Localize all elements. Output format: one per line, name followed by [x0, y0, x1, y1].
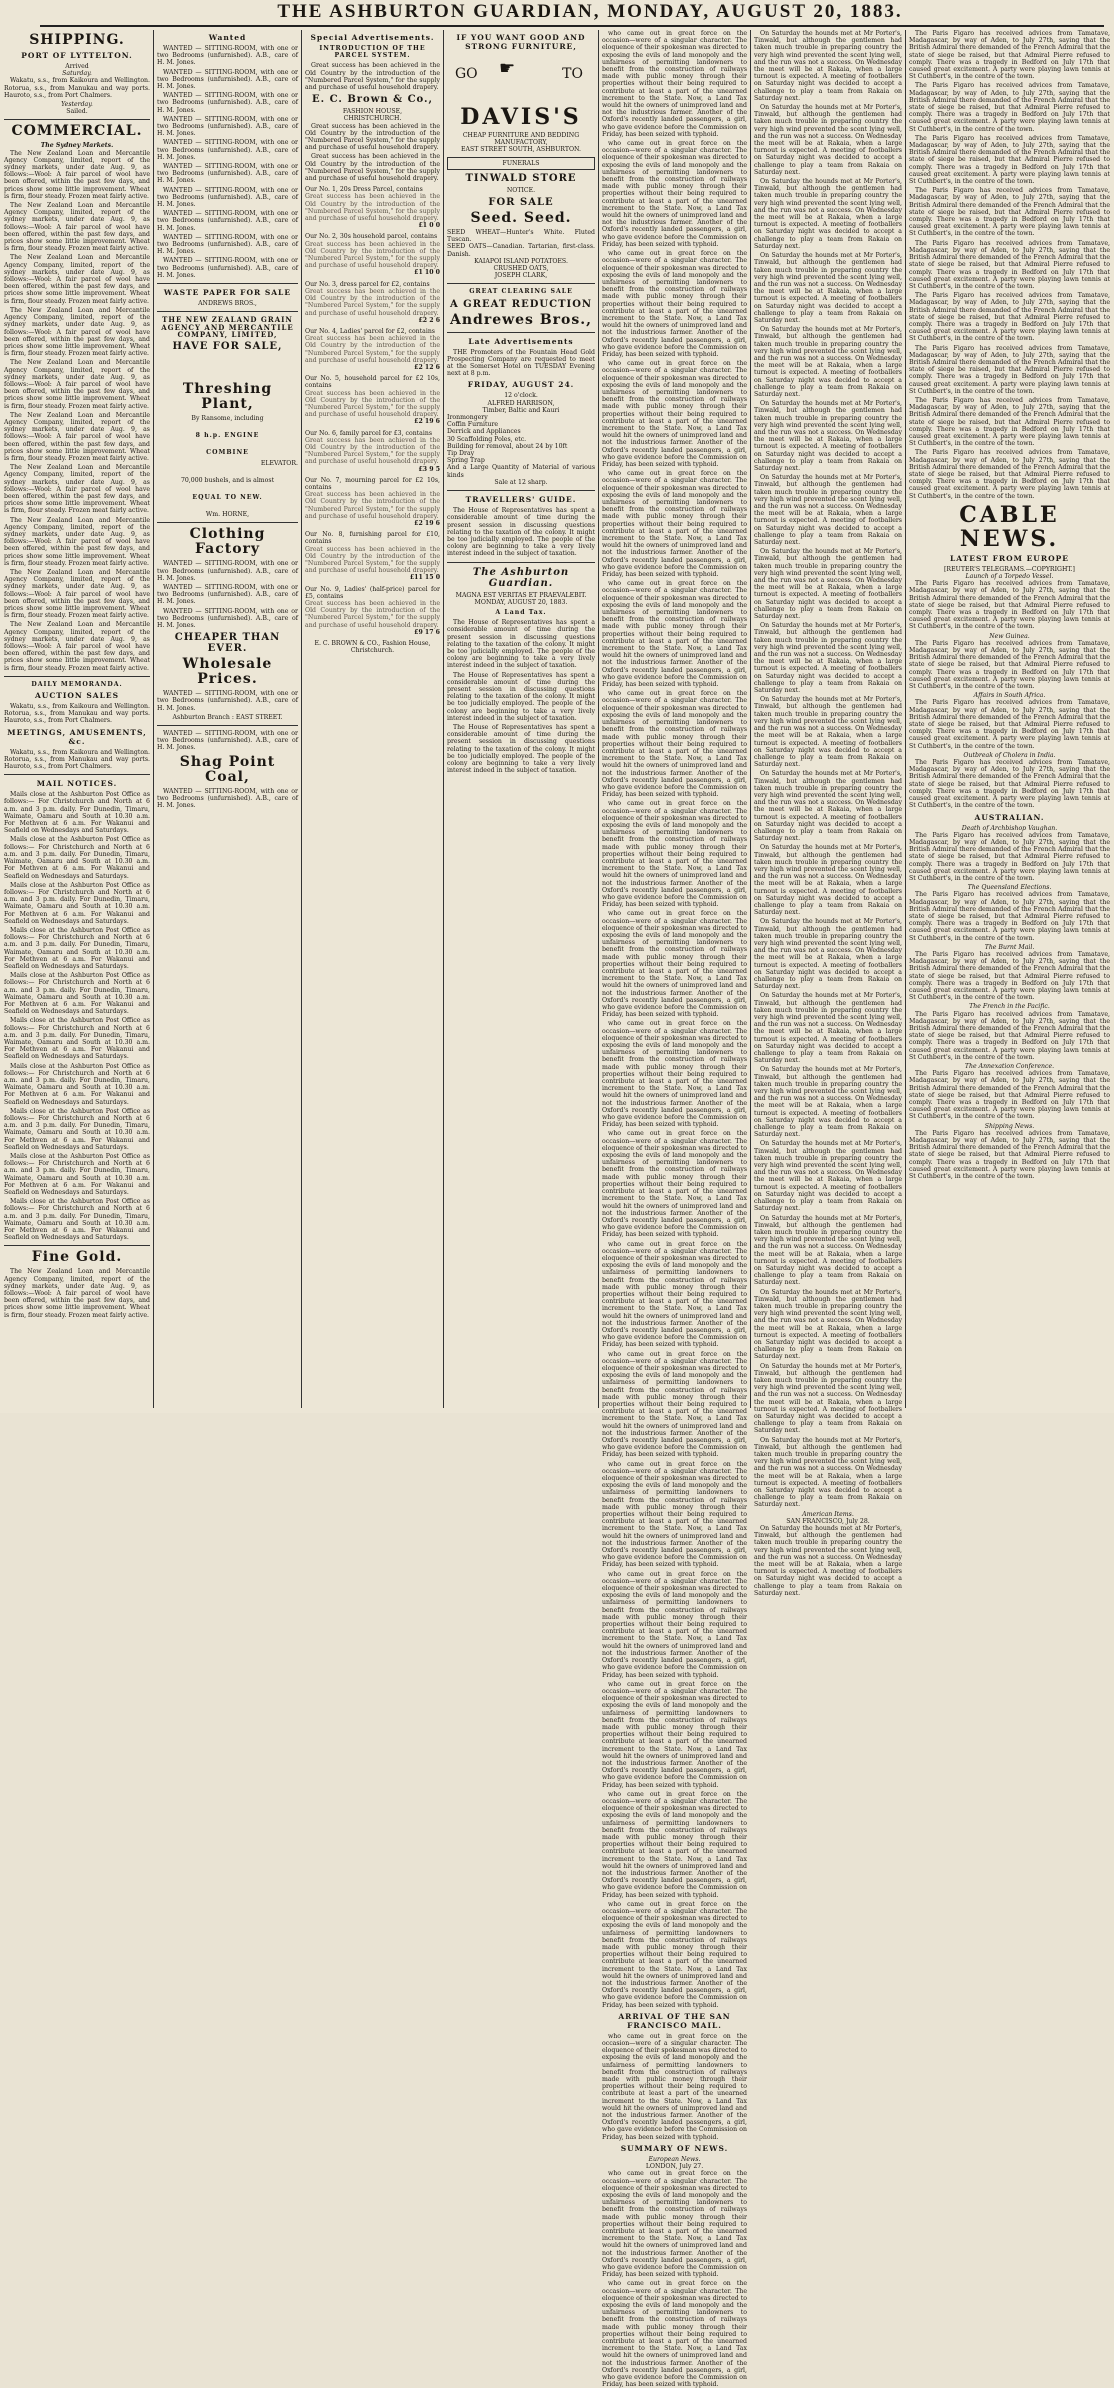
brown-name: E. C. Brown & Co., — [311, 94, 433, 106]
parcel-name: Our No. 4, Ladies' parcel for £2, contains — [305, 327, 435, 335]
joseph-clark: JOSEPH CLARK, — [494, 272, 548, 280]
wanted-ad: WANTED — SITTING-ROOM, with one or two Bedrooms (unfurnished). A.B., care of H. M. Jones. — [157, 210, 298, 232]
commercial-text: The New Zealand Loan and Mercantile Agency Company, limited, report of the sydney markets, under date Aug. 9, as follows:—Wool: A fair parcel of wool have been offered, within the past few days, and prices show some little improvement. Wheat is firm, flour steady. Frozen meat fairly active. — [4, 411, 150, 462]
foreign-text: The Paris Figaro has received advices from Tamatave, Madagascar, by way of Aden, to July 27th, saying that the British Admiral there demanded of the French Admiral that the state of siege be raised, but that Admiral Pierre refused to comply. There was a tragedy in Bedford on July 17th that caused great excitement. A party were playing lawn tennis at St Cuthbert's, in the centre of the town. — [909, 82, 1110, 133]
masthead-rule — [40, 25, 1104, 27]
land-tax-text: The House of Representatives has spent a considerable amount of time during the present session in discussing questions relating to the taxation of the colony. It might be too judicially employed. The people of the colony are beginning to take a very lively interest indeed in the subject of taxation. — [447, 619, 595, 670]
parcel-contents: Great success has been achieved in the Old Country by the introduction of the "Numbered Parcel System," for the supply and purchase of useful household drapery. — [305, 600, 440, 629]
ashburton-branch: Ashburton Branch : EAST STREET. — [172, 713, 283, 721]
wanted-ad: WANTED — SITTING-ROOM, with one or two Bedrooms (unfurnished). A.B., care of H. M. Jones. — [157, 257, 298, 279]
davis-name: DAVIS'S — [460, 104, 582, 130]
mail-text: Mails close at the Ashburton Post Office as follows:— For Christchurch and North at 6 a.m. and 3 p.m. daily. For Dunedin, Timaru, Waimate, Oamaru and South at 10.30 a.m. For Methven at 6 a.m. For Wakanui and Seafield on Wednesdays and Saturdays. — [4, 1198, 150, 1242]
parcel-contents: Great success has been achieved in the Old Country by the introduction of the "Numbered Parcel System," for the supply and purchase of useful household drapery. — [305, 491, 440, 520]
bushels-line: 70,000 bushels, and is almost — [180, 476, 275, 484]
masthead — [40, 0, 1114, 27]
foreign-text: The Paris Figaro has received advices from Tamatave, Madagascar, by way of Aden, to July 27th, saying that the British Admiral there demanded of the French Admiral that the state of siege be raised, but that Admiral Pierre refused to comply. There was a tragedy in Bedford on July 17th that caused great excitement. A party were playing lawn tennis at St Cuthbert's, in the centre of the town. — [909, 639, 1110, 691]
editorial-text: who came out in great force on the occasion—were of a singular character. The eloquence of their spokesman was directed to exposing the evils of land monopoly and the unfairness of permitting landowners to benefit from the construction of railways made with public money through their properties without their being required to contribute at least a part of the unearned increment to the State. Now, a Land Tax would hit the owners of unimproved land and not the industrious farmer. Another of the Oxford's recently landed passengers, a girl, who gave evidence before the Commission on Friday, has been seized with typhoid. — [602, 1020, 747, 1129]
column-5 — [602, 30, 747, 2388]
east-street: EAST STREET SOUTH, ASHBURTON. — [460, 146, 582, 154]
coal-text: WANTED — SITTING-ROOM, with one or two Bedrooms (unfurnished). A.B., care of H. M. Jones. — [157, 729, 298, 752]
meetings-text: Wakatu, s.s., from Kaikoura and Wellington. Rotorua, s.s., from Manukau and way ports. Hauroto, s.s., from Port Chalmers. — [4, 748, 150, 771]
go-label: GO — [455, 66, 478, 82]
parcel-name: Our No. 9, Ladies' (half-price) parcel for £5, contains — [305, 585, 440, 600]
local-news-text: On Saturday the hounds met at Mr Porter's, Tinwald, but although the gentlemen had taken much trouble in preparing country the very high wind prevented the scent lying well, and the run was not a success. On Wednesday the meet will be at Rakaia, when a large turnout is expected. A meeting of footballers on Saturday night was decided to accept a challenge to play a team from Rakaia on Saturday next. — [754, 252, 902, 324]
commercial-text: The New Zealand Loan and Mercantile Agency Company, limited, report of the sydney markets, under date Aug. 9, as follows:—Wool: A fair parcel of wool have been offered, within the past few days, and prices show some little improvement. Wheat is firm, flour steady. Frozen meat fairly active. — [4, 254, 150, 305]
meetings-heading: MEETINGS, AMUSEMENTS, &c. — [7, 727, 147, 746]
sale-item: Ironmongery — [447, 414, 488, 422]
editorial-text: who came out in great force on the occasion—were of a singular character. The eloquence of their spokesman was directed to exposing the evils of land monopoly and the unfairness of permitting landowners to benefit from the construction of railways made with public money through their properties without their being required to contribute at least a part of the unearned increment to the State. Now, a Land Tax would hit the owners of unimproved land and not the industrious farmer. Another of the Oxford's recently landed passengers, a girl, who gave evidence before the Commission on Friday, has been seized with typhoid. — [602, 140, 747, 248]
reuters-line: [REUTER'S TELEGRAMS.—COPYRIGHT.] — [944, 565, 1075, 573]
mail-text: Mails close at the Ashburton Post Office as follows:— For Christchurch and North at 6 a.m. and 3 p.m. daily. For Dunedin, Timaru, Waimate, Oamaru and South at 10.30 a.m. For Methven at 6 a.m. For Wakanui and Seafield on Wednesdays and Saturdays. — [4, 1107, 150, 1151]
andrews-name: ANDREWS BROS., — [198, 300, 257, 308]
column-divider — [598, 30, 599, 1408]
local-news-text: On Saturday the hounds met at Mr Porter's, Tinwald, but although the gentlemen had taken much trouble in preparing country the very high wind prevented the scent lying well, and the run was not a success. On Wednesday the meet will be at Rakaia, when a large turnout is expected. A meeting of footballers on Saturday night was decided to accept a challenge to play a team from Rakaia on Saturday next. — [754, 1362, 902, 1435]
coal-text: WANTED — SITTING-ROOM, with one or two Bedrooms (unfurnished). A.B., care of H. M. Jones. — [157, 787, 298, 809]
column-divider — [301, 30, 302, 1408]
auction-sales-heading: AUCTION SALES — [34, 691, 120, 701]
ransome-line: By Ransome, including — [191, 414, 264, 422]
grain-agency-heading: THE NEW ZEALAND GRAIN AGENCY AND MERCANTILE COMPANY, LIMITED, — [161, 315, 294, 339]
queensland-heading: The Queensland Elections. — [967, 884, 1052, 892]
editorial-text: who came out in great force on the occasion—were of a singular character. The eloquence of their spokesman was directed to exposing the evils of land monopoly and the unfairness of permitting landowners to benefit from the construction of railways made with public money through their properties without their being required to contribute at least a part of the unearned increment to the State. Now, a Land Tax would hit the owners of unimproved land and not the industrious farmer. Another of the Oxford's recently landed passengers, a girl, who gave evidence before the Commission on Friday, has been seized with typhoid. — [602, 1790, 747, 1899]
parcel-entry — [305, 281, 440, 324]
wanted-ad: WANTED — SITTING-ROOM, with one or two Bedrooms (unfurnished). A.B., care of H. M. Jones. — [157, 163, 298, 185]
combine-line: COMBINE — [206, 449, 249, 457]
land-tax-text: The House of Representatives has spent a considerable amount of time during the present session in discussing questions relating to the taxation of the colony. It might be too judicially employed. The people of the colony are beginning to take a very lively interest indeed in the subject of taxation. — [447, 723, 595, 775]
foreign-text: The Paris Figaro has received advices from Tamatave, Madagascar, by way of Aden, to July 27th, saying that the British Admiral there demanded of the French Admiral that the state of siege be raised, but that Admiral Pierre refused to comply. There was a tragedy in Bedford on July 17th that caused great excitement. A party were playing lawn tennis at St Cuthbert's, in the centre of the town. — [909, 344, 1110, 395]
foreign-text: The Paris Figaro has received advices from Tamatave, Madagascar, by way of Aden, to July 27th, saying that the British Admiral there demanded of the French Admiral that the state of siege be raised, but that Admiral Pierre refused to comply. There was a tragedy in Bedford on July 17th that caused great excitement. A party were playing lawn tennis at St Cuthbert's, in the centre of the town. — [909, 1010, 1110, 1061]
foreign-text: The Paris Figaro has received advices from Tamatave, Madagascar, by way of Aden, to July 27th, saying that the British Admiral there demanded of the French Admiral that the state of siege be raised, but that Admiral Pierre refused to comply. There was a tragedy in Bedford on July 17th that caused great excitement. A party were playing lawn tennis at St Cuthbert's, in the centre of the town. — [909, 950, 1110, 1002]
waste-paper-heading: WASTE PAPER FOR SALE — [163, 288, 292, 298]
guardian-nameplate: The Ashburton Guardian. — [472, 566, 570, 589]
parcel-total: £2 2 6 — [418, 316, 440, 324]
yesterday-label: Yesterday. — [61, 101, 93, 109]
burnt-mail-heading: The Burnt Mail. — [984, 943, 1035, 951]
parcel-total: £2 19 6 — [414, 418, 440, 426]
parcel-name: Our No. 1, 20s Dress Parcel, contains — [305, 186, 423, 194]
new-guinea-heading: New Guinea. — [989, 632, 1030, 640]
parcel-name: Our No. 3, dress parcel for £2, contains — [305, 280, 430, 288]
parcel-entry — [305, 186, 440, 229]
local-news-text: On Saturday the hounds met at Mr Porter's, Tinwald, but although the gentlemen had taken much trouble in preparing country the very high wind prevented the scent lying well, and the run was not a success. On Wednesday the meet will be at Rakaia, when a large turnout is expected. A meeting of footballers on Saturday night was decided to accept a challenge to play a team from Rakaia on Saturday next. — [754, 1525, 902, 1597]
parcel-system-heading: INTRODUCTION OF THE PARCEL SYSTEM. — [319, 45, 426, 60]
shipping-news-heading: Shipping News. — [984, 1122, 1035, 1130]
wanted-ad: WANTED — SITTING-ROOM, with one or two Bedrooms (unfurnished). A.B., care of H. M. Jones. — [157, 115, 298, 138]
kaiapoi: KAIAPOI ISLAND POTATOES. — [474, 257, 568, 265]
foreign-text: The Paris Figaro has received advices from Tamatave, Madagascar, by way of Aden, to July 27th, saying that the British Admiral there demanded of the French Admiral that the state of siege be raised, but that Admiral Pierre refused to comply. There was a tragedy in Bedford on July 17th that caused great excitement. A party were playing lawn tennis at St Cuthbert's, in the centre of the town. — [909, 891, 1110, 942]
parcel-total: £3 9 5 — [418, 465, 440, 473]
foreign-text: The Paris Figaro has received advices from Tamatave, Madagascar, by way of Aden, to July 27th, saying that the British Admiral there demanded of the French Admiral that the state of siege be raised, but that Admiral Pierre refused to comply. There was a tragedy in Bedford on July 17th that caused great excitement. A party were playing lawn tennis at St Cuthbert's, in the centre of the town. — [909, 759, 1110, 810]
parcel-entry — [305, 477, 440, 527]
local-news-text: On Saturday the hounds met at Mr Porter's, Tinwald, but although the gentlemen had taken much trouble in preparing country the very high wind prevented the scent lying well, and the run was not a success. On Wednesday the meet will be at Rakaia, when a large turnout is expected. A meeting of footballers on Saturday night was decided to accept a challenge to play a team from Rakaia on Saturday next. — [754, 548, 902, 621]
local-news-text: On Saturday the hounds met at Mr Porter's, Tinwald, but although the gentlemen had taken much trouble in preparing country the very high wind prevented the scent lying well, and the run was not a success. On Wednesday the meet will be at Rakaia, when a large turnout is expected. A meeting of footballers on Saturday night was decided to accept a challenge to play a team from Rakaia on Saturday next. — [754, 1214, 902, 1287]
parcel-total: £2 12 6 — [414, 363, 440, 371]
parcel-name: Our No. 7, mourning parcel for £2 10s, contains — [305, 476, 440, 491]
fine-gold-text: The New Zealand Loan and Mercantile Agency Company, limited, report of the sydney markets, under date Aug. 9, as follows:—Wool: A fair parcel of wool have been offered, within the past few days, and prices show some little improvement. Wheat is firm, flour steady. Frozen meat fairly active. — [4, 1268, 150, 1319]
parcel-total: £9 17 6 — [414, 628, 440, 636]
daily-memoranda-heading: DAILY MEMORANDA. — [31, 680, 123, 688]
arrivals-text: Wakatu, s.s., from Kaikoura and Wellington. Rotorua, s.s., from Manukau and way ports. Hauroto, s.s., from Port Chalmers. — [4, 77, 150, 99]
local-news-text: On Saturday the hounds met at Mr Porter's, Tinwald, but although the gentlemen had taken much trouble in preparing country the very high wind prevented the scent lying well, and the run was not a success. On Wednesday the meet will be at Rakaia, when a large turnout is expected. A meeting of footballers on Saturday night was decided to accept a challenge to play a team from Rakaia on Saturday next. — [754, 696, 902, 769]
european-news: European News. — [648, 2155, 701, 2163]
local-news-text: On Saturday the hounds met at Mr Porter's, Tinwald, but although the gentlemen had taken much trouble in preparing country the very high wind prevented the scent lying well, and the run was not a success. On Wednesday the meet will be at Rakaia, when a large turnout is expected. A meeting of footballers on Saturday night was decided to accept a challenge to play a team from Rakaia on Saturday next. — [754, 474, 902, 547]
commercial-text: The New Zealand Loan and Mercantile Agency Company, limited, report of the sydney markets, under date Aug. 9, as follows:—Wool: A fair parcel of wool have been offered, within the past few days, and prices show some little improvement. Wheat is firm, flour steady. Frozen meat fairly active. — [4, 464, 150, 515]
column-divider — [905, 30, 906, 1408]
local-news-text: On Saturday the hounds met at Mr Porter's, Tinwald, but although the gentlemen had taken much trouble in preparing country the very high wind prevented the scent lying well, and the run was not a success. On Wednesday the meet will be at Rakaia, when a large turnout is expected. A meeting of footballers on Saturday night was decided to accept a challenge to play a team from Rakaia on Saturday next. — [754, 326, 902, 398]
fashion-house: FASHION HOUSE, — [342, 108, 403, 116]
for-sale-heading: FOR SALE — [488, 197, 554, 209]
foreign-text: The Paris Figaro has received advices from Tamatave, Madagascar, by way of Aden, to July 27th, saying that the British Admiral there demanded of the French Admiral that the state of siege be raised, but that Admiral Pierre refused to comply. There was a tragedy in Bedford on July 17th that caused great excitement. A party were playing lawn tennis at St Cuthbert's, in the centre of the town. — [909, 699, 1110, 750]
parcel-contents: Great success has been achieved in the Old Country by the introduction of the "Numbered Parcel System," for the supply and purchase of useful household drapery. — [305, 193, 440, 223]
local-news-text: On Saturday the hounds met at Mr Porter's, Tinwald, but although the gentlemen had taken much trouble in preparing country the very high wind prevented the scent lying well, and the run was not a success. On Wednesday the meet will be at Rakaia, when a large turnout is expected. A meeting of footballers on Saturday night was decided to accept a challenge to play a team from Rakaia on Saturday next. — [754, 1288, 902, 1361]
parcel-intro: Great success has been achieved in the Old Country by the introduction of the "Numbered Parcel System," for the supply and purchase of useful household drapery. — [305, 62, 440, 92]
elevator-line: ELEVATOR. — [260, 459, 298, 467]
commercial-text: The New Zealand Loan and Mercantile Agency Company, limited, report of the sydney markets, under date Aug. 9, as follows:—Wool: A fair parcel of wool have been offered, within the past few days, and prices show some little improvement. Wheat is firm, flour steady. Frozen meat fairly active. — [4, 149, 150, 200]
parcel-name: Our No. 5, household parcel for £2 10s, contains — [305, 375, 440, 390]
crushed-oats: CRUSHED OATS, — [493, 265, 549, 273]
column-divider — [750, 30, 751, 1408]
foreign-text: The Paris Figaro has received advices from Tamatave, Madagascar, by way of Aden, to July 27th, saying that the British Admiral there demanded of the French Admiral that the state of siege be raised, but that Admiral Pierre refused to comply. There was a tragedy in Bedford on July 17th that caused great excitement. A party were playing lawn tennis at St Cuthbert's, in the centre of the town. — [909, 449, 1110, 500]
sale-item: 30 Scaffolding Poles, etc. — [447, 435, 527, 443]
south-africa-heading: Affairs in South Africa. — [973, 692, 1046, 700]
great-clearing-sale: GREAT CLEARING SALE — [469, 288, 573, 296]
saturday-label: Saturday. — [62, 70, 92, 78]
editorial-text: who came out in great force on the occasion—were of a singular character. The eloquence of their spokesman was directed to exposing the evils of land monopoly and the unfairness of permitting landowners to benefit from the construction of railways made with public money through their properties without their being required to contribute at least a part of the unearned increment to the State. Now, a Land Tax would hit the owners of unimproved land and not the industrious farmer. Another of the Oxford's recently landed passengers, a girl, who gave evidence before the Commission on Friday, has been seized with typhoid. — [602, 1350, 747, 1459]
auction-text: Wakatu, s.s., from Kaikoura and Wellington. Rotorua, s.s., from Manukau and way ports. Hauroto, s.s., from Port Chalmers. — [4, 703, 150, 725]
parcel-total: £1 10 0 — [414, 269, 440, 277]
wholesale-heading: Wholesale Prices. — [182, 656, 273, 688]
parcel-entry — [305, 430, 440, 473]
engine-line: 8 h.p. ENGINE — [195, 432, 260, 440]
parcel-list — [305, 186, 440, 636]
foreign-text: The Paris Figaro has received advices from Tamatave, Madagascar, by way of Aden, to July 27th, saying that the British Admiral there demanded of the French Admiral that the state of siege be raised, but that Admiral Pierre refused to comply. There was a tragedy in Bedford on July 17th that caused great excitement. A party were playing lawn tennis at St Cuthbert's, in the centre of the town. — [909, 239, 1110, 290]
parcel-entry — [305, 375, 440, 425]
sf-date: SAN FRANCISCO, July 28. — [786, 1517, 870, 1525]
commercial-heading: COMMERCIAL. — [11, 123, 143, 140]
to-label: TO — [562, 66, 583, 82]
parcel-entry — [305, 586, 440, 636]
cholera-heading: Outbreak of Cholera in India. — [963, 751, 1056, 759]
editorial-text: who came out in great force on the occasion—were of a singular character. The eloquence of their spokesman was directed to exposing the evils of land monopoly and the unfairness of permitting landowners to benefit from the construction of railways made with public money through their properties without their being required to contribute at least a part of the unearned increment to the State. Now, a Land Tax would hit the owners of unimproved land and not the industrious farmer. Another of the Oxford's recently landed passengers, a girl, who gave evidence before the Commission on Friday, has been seized with typhoid. — [602, 910, 747, 1019]
go-to-hand-graphic — [447, 55, 595, 101]
editorial-text: who came out in great force on the occasion—were of a singular character. The eloquence of their spokesman was directed to exposing the evils of land monopoly and the unfairness of permitting landowners to benefit from the construction of railways made with public money through their properties without their being required to contribute at least a part of the unearned increment to the State. Now, a Land Tax would hit the owners of unimproved land and not the industrious farmer. Another of the Oxford's recently landed passengers, a girl, who gave evidence before the Commission on Friday, has been seized with typhoid. — [602, 470, 747, 579]
column-3 — [305, 30, 440, 1408]
masthead-title: THE ASHBURTON GUARDIAN, MONDAY, AUGUST 20, 1883. — [277, 1, 903, 22]
furniture-heading: IF YOU WANT GOOD AND STRONG FURNITURE, — [456, 33, 586, 51]
sale-item: Coffin Furniture — [447, 421, 499, 429]
parcel-total: £2 19 6 — [414, 519, 440, 527]
local-news-text: On Saturday the hounds met at Mr Porter's, Tinwald, but although the gentlemen had taken much trouble in preparing country the very high wind prevented the scent lying well, and the run was not a success. On Wednesday the meet will be at Rakaia, when a large turnout is expected. A meeting of footballers on Saturday night was decided to accept a challenge to play a team from Rakaia on Saturday next. — [754, 104, 902, 176]
parcel-name: Our No. 8, furnishing parcel for £10, contains — [305, 531, 440, 546]
summary-heading: SUMMARY OF NEWS. — [620, 2143, 729, 2153]
sale-item: And a Large Quantity of Material of various kinds — [447, 464, 595, 479]
local-news-text: On Saturday the hounds met at Mr Porter's, Tinwald, but although the gentlemen had taken much trouble in preparing country the very high wind prevented the scent lying well, and the run was not a success. On Wednesday the meet will be at Rakaia, when a large turnout is expected. A meeting of footballers on Saturday night was decided to accept a challenge to play a team from Rakaia on Saturday next. — [754, 992, 902, 1065]
local-news-text: On Saturday the hounds met at Mr Porter's, Tinwald, but although the gentlemen had taken much trouble in preparing country the very high wind prevented the scent lying well, and the run was not a success. On Wednesday the meet will be at Rakaia, when a large turnout is expected. A meeting of footballers on Saturday night was decided to accept a challenge to play a team from Rakaia on Saturday next. — [754, 1140, 902, 1213]
have-for-sale: HAVE FOR SALE, — [172, 340, 283, 352]
wanted-ad: WANTED — SITTING-ROOM, with one or two Bedrooms (unfurnished). A.B., care of H. M. Jones. — [157, 68, 298, 91]
parcel-entry — [305, 328, 440, 371]
brown-signoff: E. C. BROWN & CO., Fashion House, Christchurch. — [314, 640, 431, 655]
arrived-label: Arrived — [65, 63, 89, 70]
mail-text: Mails close at the Ashburton Post Office as follows:— For Christchurch and North at 6 a.m. and 3 p.m. daily. For Dunedin, Timaru, Waimate, Oamaru and South at 10.30 a.m. For Methven at 6 a.m. For Wakanui and Seafield on Wednesdays and Saturdays. — [4, 881, 150, 925]
editorial-text: who came out in great force on the occasion—were of a singular character. The eloquence of their spokesman was directed to exposing the evils of land monopoly and the unfairness of permitting landowners to benefit from the construction of railways made with public money through their properties without their being required to contribute at least a part of the unearned increment to the State. Now, a Land Tax would hit the owners of unimproved land and not the industrious farmer. Another of the Oxford's recently landed passengers, a girl, who gave evidence before the Commission on Friday, has been seized with typhoid. — [602, 360, 747, 468]
mail-text: Mails close at the Ashburton Post Office as follows:— For Christchurch and North at 6 a.m. and 3 p.m. daily. For Dunedin, Timaru, Waimate, Oamaru and South at 10.30 a.m. For Methven at 6 a.m. For Wakanui and Seafield on Wednesdays and Saturdays. — [4, 926, 150, 970]
parcel-contents: Great success has been achieved in the Old Country by the introduction of the "Numbered Parcel System," for the supply and purchase of useful household drapery. — [305, 436, 440, 466]
local-news-text: On Saturday the hounds met at Mr Porter's, Tinwald, but although the gentlemen had taken much trouble in preparing country the very high wind prevented the scent lying well, and the run was not a success. On Wednesday the meet will be at Rakaia, when a large turnout is expected. A meeting of footballers on Saturday night was decided to accept a challenge to play a team from Rakaia on Saturday next. — [754, 30, 902, 102]
editorial-text: who came out in great force on the occasion—were of a singular character. The eloquence of their spokesman was directed to exposing the evils of land monopoly and the unfairness of permitting landowners to benefit from the construction of railways made with public money through their properties without their being required to contribute at least a part of the unearned increment to the State. Now, a Land Tax would hit the owners of unimproved land and not the industrious farmer. Another of the Oxford's recently landed passengers, a girl, who gave evidence before the Commission on Friday, has been seized with typhoid. — [602, 250, 747, 358]
cheaper-than-ever: CHEAPER THAN EVER. — [174, 632, 281, 655]
editorial-text: who came out in great force on the occasion—were of a singular character. The eloquence of their spokesman was directed to exposing the evils of land monopoly and the unfairness of permitting landowners to benefit from the construction of railways made with public money through their properties without their being required to contribute at least a part of the unearned increment to the State. Now, a Land Tax would hit the owners of unimproved land and not the industrious farmer. Another of the Oxford's recently landed passengers, a girl, who gave evidence before the Commission on Friday, has been seized with typhoid. — [602, 2032, 747, 2141]
travellers-text: The House of Representatives has spent a considerable amount of time during the present session in discussing questions relating to the taxation of the colony. It might be too judicially employed. The people of the colony are beginning to take a very lively interest indeed in the subject of taxation. — [447, 507, 595, 558]
foreign-text: The Paris Figaro has received advices from Tamatave, Madagascar, by way of Aden, to July 27th, saying that the British Admiral there demanded of the French Admiral that the state of siege be raised, but that Admiral Pierre refused to comply. There was a tragedy in Bedford on July 17th that caused great excitement. A party were playing lawn tennis at St Cuthbert's, in the centre of the town. — [909, 1129, 1110, 1181]
local-news-text: On Saturday the hounds met at Mr Porter's, Tinwald, but although the gentlemen had taken much trouble in preparing country the very high wind prevented the scent lying well, and the run was not a success. On Wednesday the meet will be at Rakaia, when a large turnout is expected. A meeting of footballers on Saturday night was decided to accept a challenge to play a team from Rakaia on Saturday next. — [754, 1436, 902, 1509]
wanted-ad: WANTED — SITTING-ROOM, with one or two Bedrooms (unfurnished). A.B., care of H. M. Jones. — [157, 45, 298, 67]
editorial-text: who came out in great force on the occasion—were of a singular character. The eloquence of their spokesman was directed to exposing the evils of land monopoly and the unfairness of permitting landowners to benefit from the construction of railways made with public money through their properties without their being required to contribute at least a part of the unearned increment to the State. Now, a Land Tax would hit the owners of unimproved land and not the industrious farmer. Another of the Oxford's recently landed passengers, a girl, who gave evidence before the Commission on Friday, has been seized with typhoid. — [602, 1460, 747, 1569]
column-2 — [157, 30, 298, 1408]
local-news-text: On Saturday the hounds met at Mr Porter's, Tinwald, but although the gentlemen had taken much trouble in preparing country the very high wind prevented the scent lying well, and the run was not a success. On Wednesday the meet will be at Rakaia, when a large turnout is expected. A meeting of footballers on Saturday night was decided to accept a challenge to play a team from Rakaia on Saturday next. — [754, 918, 902, 991]
parcel-contents: Great success has been achieved in the Old Country by the introduction of the "Numbered Parcel System," for the supply and purchase of useful household drapery. — [305, 287, 440, 317]
foreign-text: The Paris Figaro has received advices from Tamatave, Madagascar, by way of Aden, to July 27th, saying that the British Admiral there demanded of the French Admiral that the state of siege be raised, but that Admiral Pierre refused to comply. There was a tragedy in Bedford on July 17th that caused great excitement. A party were playing lawn tennis at St Cuthbert's, in the centre of the town. — [909, 396, 1110, 448]
sale-item: Derrick and Appliances — [447, 428, 521, 436]
editorial-text: who came out in great force on the occasion—were of a singular character. The eloquence of their spokesman was directed to exposing the evils of land monopoly and the unfairness of permitting landowners to benefit from the construction of railways made with public money through their properties without their being required to contribute at least a part of the unearned increment to the State. Now, a Land Tax would hit the owners of unimproved land and not the industrious farmer. Another of the Oxford's recently landed passengers, a girl, who gave evidence before the Commission on Friday, has been seized with typhoid. — [602, 1240, 747, 1349]
editorial-text: who came out in great force on the occasion—were of a singular character. The eloquence of their spokesman was directed to exposing the evils of land monopoly and the unfairness of permitting landowners to benefit from the construction of railways made with public money through their properties without their being required to contribute at least a part of the unearned increment to the State. Now, a Land Tax would hit the owners of unimproved land and not the industrious farmer. Another of the Oxford's recently landed passengers, a girl, who gave evidence before the Commission on Friday, has been seized with typhoid. — [602, 1130, 747, 1239]
commercial-text: The New Zealand Loan and Mercantile Agency Company, limited, report of the sydney markets, under date Aug. 9, as follows:—Wool: A fair parcel of wool have been offered, within the past few days, and prices show some little improvement. Wheat is firm, flour steady. Frozen meat fairly active. — [4, 359, 150, 410]
local-news-text: On Saturday the hounds met at Mr Porter's, Tinwald, but although the gentlemen had taken much trouble in preparing country the very high wind prevented the scent lying well, and the run was not a success. On Wednesday the meet will be at Rakaia, when a large turnout is expected. A meeting of footballers on Saturday night was decided to accept a challenge to play a team from Rakaia on Saturday next. — [754, 622, 902, 695]
seed-oats: SEED OATS—Canadian. Tartarian, first-class. Danish. — [447, 243, 595, 258]
threshing-plant-heading: Threshing Plant, — [182, 380, 273, 412]
land-tax-text: The House of Representatives has spent a considerable amount of time during the present session in discussing questions relating to the taxation of the colony. It might be too judicially employed. The people of the colony are beginning to take a very lively interest indeed in the subject of taxation. — [447, 671, 595, 722]
motto: MAGNA EST VERITAS ET PRAEVALEBIT. — [455, 591, 587, 599]
friday-date: FRIDAY, AUGUST 24. — [467, 380, 575, 390]
issue-date: MONDAY, AUGUST 20, 1883. — [474, 598, 568, 606]
commercial-text: The New Zealand Loan and Mercantile Agency Company, limited, report of the sydney markets, under date Aug. 9, as follows:—Wool: A fair parcel of wool have been offered, within the past few days, and prices show some little improvement. Wheat is firm, flour steady. Frozen meat fairly active. — [4, 516, 150, 567]
tinwald-heading: TINWALD STORE — [465, 172, 577, 184]
editorial-text: who came out in great force on the occasion—were of a singular character. The eloquence of their spokesman was directed to exposing the evils of land monopoly and the unfairness of permitting landowners to benefit from the construction of railways made with public money through their properties without their being required to contribute at least a part of the unearned increment to the State. Now, a Land Tax would hit the owners of unimproved land and not the industrious farmer. Another of the Oxford's recently landed passengers, a girl, who gave evidence before the Commission on Friday, has been seized with typhoid. — [602, 1680, 747, 1789]
parcel-total: £11 15 0 — [409, 574, 440, 582]
cheap-furniture: CHEAP FURNITURE AND BEDDING MANUFACTORY, — [462, 132, 580, 147]
sale-item: Spring Trap — [447, 457, 485, 465]
column-6 — [754, 30, 902, 1597]
torpedo-heading: Launch of a Torpedo Vessel. — [965, 573, 1054, 580]
funerals-label: FUNERALS — [502, 159, 540, 167]
shag-point-heading: Shag Point Coal, — [179, 753, 276, 785]
sydney-heading: The Sydney Markets. — [40, 142, 114, 150]
cable-news-heading: CABLE NEWS. — [959, 501, 1060, 552]
local-news-text: On Saturday the hounds met at Mr Porter's, Tinwald, but although the gentlemen had taken much trouble in preparing country the very high wind prevented the scent lying well, and the run was not a success. On Wednesday the meet will be at Rakaia, when a large turnout is expected. A meeting of footballers on Saturday night was decided to accept a challenge to play a team from Rakaia on Saturday next. — [754, 844, 902, 917]
editorial-text: who came out in great force on the occasion—were of a singular character. The eloquence of their spokesman was directed to exposing the evils of land monopoly and the unfairness of permitting landowners to benefit from the construction of railways made with public money through their properties without their being required to contribute at least a part of the unearned increment to the State. Now, a Land Tax would hit the owners of unimproved land and not the industrious farmer. Another of the Oxford's recently landed passengers, a girl, who gave evidence before the Commission on Friday, has been seized with typhoid. — [602, 2280, 747, 2388]
alfred-harrison: ALFRED HARRISON, — [487, 399, 555, 407]
sale-item: Building for removal, about 24 by 10ft — [447, 442, 568, 450]
commercial-text: The New Zealand Loan and Mercantile Agency Company, limited, report of the sydney markets, under date Aug. 9, as follows:—Wool: A fair parcel of wool have been offered, within the past few days, and prices show some little improvement. Wheat is firm, flour steady. Frozen meat fairly active. — [4, 621, 150, 672]
late-ads-heading: Late Advertisements — [468, 336, 574, 346]
clothing-text: WANTED — SITTING-ROOM, with one or two Bedrooms (unfurnished). A.B., care of H. M. Jones. — [157, 583, 298, 606]
parcel-entry — [305, 233, 440, 276]
column-divider — [153, 30, 154, 1408]
annexation-heading: The Annexation Conference. — [964, 1063, 1055, 1070]
christchurch: CHRISTCHURCH. — [343, 115, 402, 123]
noon-label: 12 o'clock. — [504, 392, 538, 400]
mail-text: Mails close at the Ashburton Post Office as follows:— For Christchurch and North at 6 a.m. and 3 p.m. daily. For Dunedin, Timaru, Waimate, Oamaru and South at 10.30 a.m. For Methven at 6 a.m. For Wakanui and Seafield on Wednesdays and Saturdays. — [4, 791, 150, 835]
horne-name: Wm. HORNE, — [205, 511, 250, 519]
parcel-intro: Great success has been achieved in the Old Country by the introduction of the "Numbered Parcel System," for the supply and purchase of useful household drapery. — [305, 122, 440, 152]
clothing-text: WANTED — SITTING-ROOM, with one or two Bedrooms (unfurnished). A.B., care of H. M. Jones. — [157, 560, 298, 582]
sale-items — [447, 414, 595, 479]
equal-to-new: EQUAL TO NEW. — [192, 493, 263, 501]
australian-heading: AUSTRALIAN. — [974, 812, 1045, 822]
editorial-text: who came out in great force on the occasion—were of a singular character. The eloquence of their spokesman was directed to exposing the evils of land monopoly and the unfairness of permitting landowners to benefit from the construction of railways made with public money through their properties without their being required to contribute at least a part of the unearned increment to the State. Now, a Land Tax would hit the owners of unimproved land and not the industrious farmer. Another of the Oxford's recently landed passengers, a girl, who gave evidence before the Commission on Friday, has been seized with typhoid. — [602, 1570, 747, 1679]
sale-item: Tip Dray — [447, 450, 475, 458]
editorial-text: who came out in great force on the occasion—were of a singular character. The eloquence of their spokesman was directed to exposing the evils of land monopoly and the unfairness of permitting landowners to benefit from the construction of railways made with public money through their properties without their being required to contribute at least a part of the unearned increment to the State. Now, a Land Tax would hit the owners of unimproved land and not the industrious farmer. Another of the Oxford's recently landed passengers, a girl, who gave evidence before the Commission on Friday, has been seized with typhoid. — [602, 30, 747, 138]
notice-label: NOTICE. — [506, 186, 536, 194]
andrewes-bros: Andrewes Bros., — [449, 311, 592, 328]
local-news-text: On Saturday the hounds met at Mr Porter's, Tinwald, but although the gentlemen had taken much trouble in preparing country the very high wind prevented the scent lying well, and the run was not a success. On Wednesday the meet will be at Rakaia, when a large turnout is expected. A meeting of footballers on Saturday night was decided to accept a challenge to play a team from Rakaia on Saturday next. — [754, 400, 902, 472]
editorial-text: who came out in great force on the occasion—were of a singular character. The eloquence of their spokesman was directed to exposing the evils of land monopoly and the unfairness of permitting landowners to benefit from the construction of railways made with public money through their properties without their being required to contribute at least a part of the unearned increment to the State. Now, a Land Tax would hit the owners of unimproved land and not the industrious farmer. Another of the Oxford's recently landed passengers, a girl, who gave evidence before the Commission on Friday, has been seized with typhoid. — [602, 580, 747, 689]
travellers-guide: TRAVELLERS' GUIDE. — [465, 495, 577, 505]
mail-text: Mails close at the Ashburton Post Office as follows:— For Christchurch and North at 6 a.m. and 3 p.m. daily. For Dunedin, Timaru, Waimate, Oamaru and South at 10.30 a.m. For Methven at 6 a.m. For Wakanui and Seafield on Wednesdays and Saturdays. — [4, 972, 150, 1016]
seed-heading: Seed. Seed. — [470, 210, 572, 227]
mail-notices-heading: MAIL NOTICES. — [36, 779, 118, 789]
parcel-name: Our No. 2, 30s household parcel, contains — [305, 233, 438, 241]
parcel-name: Our No. 6, family parcel for £3, contains — [305, 429, 433, 437]
fountain-notice: THE Promoters of the Fountain Head Gold Prospecting Company are requested to meet at the Somerset Hotel on TUESDAY Evening next at 8 p.m. — [447, 348, 595, 378]
editorial-text: who came out in great force on the occasion—were of a singular character. The eloquence of their spokesman was directed to exposing the evils of land monopoly and the unfairness of permitting landowners to benefit from the construction of railways made with public money through their properties without their being required to contribute at least a part of the unearned increment to the State. Now, a Land Tax would hit the owners of unimproved land and not the industrious farmer. Another of the Oxford's recently landed passengers, a girl, who gave evidence before the Commission on Friday, has been seized with typhoid. — [602, 1900, 747, 2009]
wanted-heading: Wanted — [208, 33, 247, 42]
wanted-ad: WANTED — SITTING-ROOM, with one or two Bedrooms (unfurnished). A.B., care of H. M. Jones. — [157, 186, 298, 209]
parcel-contents: Great success has been achieved in the Old Country by the introduction of the "Numbered Parcel System," for the supply and purchase of useful household drapery. — [305, 240, 440, 270]
editorial-text: who came out in great force on the occasion—were of a singular character. The eloquence of their spokesman was directed to exposing the evils of land monopoly and the unfairness of permitting landowners to benefit from the construction of railways made with public money through their properties without their being required to contribute at least a part of the unearned increment to the State. Now, a Land Tax would hit the owners of unimproved land and not the industrious farmer. Another of the Oxford's recently landed passengers, a girl, who gave evidence before the Commission on Friday, has been seized with typhoid. — [602, 690, 747, 799]
foreign-text: The Paris Figaro has received advices from Tamatave, Madagascar, by way of Aden, to July 27th, saying that the British Admiral there demanded of the French Admiral that the state of siege be raised, but that Admiral Pierre refused to comply. There was a tragedy in Bedford on July 17th that caused great excitement. A party were playing lawn tennis at St Cuthbert's, in the centre of the town. — [909, 831, 1110, 882]
editorial-text: who came out in great force on the occasion—were of a singular character. The eloquence of their spokesman was directed to exposing the evils of land monopoly and the unfairness of permitting landowners to benefit from the construction of railways made with public money through their properties without their being required to contribute at least a part of the unearned increment to the State. Now, a Land Tax would hit the owners of unimproved land and not the industrious farmer. Another of the Oxford's recently landed passengers, a girl, who gave evidence before the Commission on Friday, has been seized with typhoid. — [602, 800, 747, 909]
wanted-ad: WANTED — SITTING-ROOM, with one or two Bedrooms (unfurnished). A.B., care of H. M. Jones. — [157, 92, 298, 114]
mail-text: Mails close at the Ashburton Post Office as follows:— For Christchurch and North at 6 a.m. and 3 p.m. daily. For Dunedin, Timaru, Waimate, Oamaru and South at 10.30 a.m. For Methven at 6 a.m. For Wakanui and Seafield on Wednesdays and Saturdays. — [4, 1062, 150, 1106]
parcel-intro: Great success has been achieved in the Old Country by the introduction of the "Numbered Parcel System," for the supply and purchase of useful household drapery. — [305, 153, 440, 183]
wanted-ad: WANTED — SITTING-ROOM, with one or two Bedrooms (unfurnished). A.B., care of H. M. Jones. — [157, 139, 298, 161]
parcel-entry — [305, 531, 440, 581]
great-reduction: A GREAT REDUCTION — [449, 298, 593, 310]
parcel-contents: Great success has been achieved in the Old Country by the introduction of the "Numbered Parcel System," for the supply and purchase of useful household drapery. — [305, 335, 440, 364]
shipping-heading: SHIPPING. — [29, 32, 125, 48]
funerals-box — [447, 157, 595, 170]
parcel-contents: Great success has been achieved in the Old Country by the introduction of the "Numbered Parcel System," for the supply and purchase of useful household drapery. — [305, 545, 440, 575]
foreign-text: The Paris Figaro has received advices from Tamatave, Madagascar, by way of Aden, to July 27th, saying that the British Admiral there demanded of the French Admiral that the state of siege be raised, but that Admiral Pierre refused to comply. There was a tragedy in Bedford on July 17th that caused great excitement. A party were playing lawn tennis at St Cuthbert's, in the centre of the town. — [909, 580, 1110, 631]
pointing-hand-icon: ☛ — [499, 58, 516, 79]
clothing-text: WANTED — SITTING-ROOM, with one or two Bedrooms (unfurnished). A.B., care of H. M. Jones. — [157, 690, 298, 712]
land-tax-heading: A Land Tax. — [495, 608, 547, 616]
foreign-text: The Paris Figaro has received advices from Tamatave, Madagascar, by way of Aden, to July 27th, saying that the British Admiral there demanded of the French Admiral that the state of siege be raised, but that Admiral Pierre refused to comply. There was a tragedy in Bedford on July 17th that caused great excitement. A party were playing lawn tennis at St Cuthbert's, in the centre of the town. — [909, 134, 1110, 186]
local-news-text: On Saturday the hounds met at Mr Porter's, Tinwald, but although the gentlemen had taken much trouble in preparing country the very high wind prevented the scent lying well, and the run was not a success. On Wednesday the meet will be at Rakaia, when a large turnout is expected. A meeting of footballers on Saturday night was decided to accept a challenge to play a team from Rakaia on Saturday next. — [754, 178, 902, 250]
clothing-text: WANTED — SITTING-ROOM, with one or two Bedrooms (unfurnished). A.B., care of H. M. Jones. — [157, 607, 298, 629]
parcel-total: £1 0 0 — [418, 222, 440, 230]
seed-wheat: SEED WHEAT—Hunter's White. Fluted Tuscan. — [447, 229, 595, 244]
special-ads-heading: Special Advertisements. — [310, 33, 435, 42]
latest-europe: LATEST FROM EUROPE — [950, 553, 1069, 563]
parcel-contents: Great success has been achieved in the Old Country by the introduction of the "Numbered Parcel System," for the supply and purchase of useful household drapery. — [305, 389, 440, 419]
column-divider — [443, 30, 444, 1408]
commercial-text: The New Zealand Loan and Mercantile Agency Company, limited, report of the sydney markets, under date Aug. 9, as follows:—Wool: A fair parcel of wool have been offered, within the past few days, and prices show some little improvement. Wheat is firm, flour steady. Frozen meat fairly active. — [4, 202, 150, 253]
column-4 — [447, 30, 595, 1408]
fine-gold-heading: Fine Gold. — [31, 1249, 123, 1266]
clothing-factory-heading: Clothing Factory — [189, 526, 266, 558]
timber-label: Timber, Baltic and Kauri — [482, 406, 560, 414]
mail-text: Mails close at the Ashburton Post Office as follows:— For Christchurch and North at 6 a.m. and 3 p.m. daily. For Dunedin, Timaru, Waimate, Oamaru and South at 10.30 a.m. For Methven at 6 a.m. For Wakanui and Seafield on Wednesdays and Saturdays. — [4, 836, 150, 880]
wanted-ad: WANTED — SITTING-ROOM, with one or two Bedrooms (unfurnished). A.B., care of H. M. Jones. — [157, 233, 298, 256]
american-items: American Items. — [802, 1510, 854, 1518]
archbishop-heading: Death of Archbishop Vaughan. — [961, 824, 1058, 832]
foreign-text: The Paris Figaro has received advices from Tamatave, Madagascar, by way of Aden, to July 27th, saying that the British Admiral there demanded of the French Admiral that the state of siege be raised, but that Admiral Pierre refused to comply. There was a tragedy in Bedford on July 17th that caused great excitement. A party were playing lawn tennis at St Cuthbert's, in the centre of the town. — [909, 1070, 1110, 1121]
commercial-text: The New Zealand Loan and Mercantile Agency Company, limited, report of the sydney markets, under date Aug. 9, as follows:—Wool: A fair parcel of wool have been offered, within the past few days, and prices show some little improvement. Wheat is firm, flour steady. Frozen meat fairly active. — [4, 569, 150, 620]
mail-text: Mails close at the Ashburton Post Office as follows:— For Christchurch and North at 6 a.m. and 3 p.m. daily. For Dunedin, Timaru, Waimate, Oamaru and South at 10.30 a.m. For Methven at 6 a.m. For Wakanui and Seafield on Wednesdays and Saturdays. — [4, 1017, 150, 1061]
sailed-label: Sailed. — [66, 108, 88, 116]
sf-mail-heading: ARRIVAL OF THE SAN FRANCISCO MAIL. — [618, 2011, 731, 2030]
foreign-text: The Paris Figaro has received advices from Tamatave, Madagascar, by way of Aden, to July 27th, saying that the British Admiral there demanded of the French Admiral that the state of siege be raised, but that Admiral Pierre refused to comply. There was a tragedy in Bedford on July 17th that caused great excitement. A party were playing lawn tennis at St Cuthbert's, in the centre of the town. — [909, 187, 1110, 238]
sale-time: Sale at 12 sharp. — [494, 478, 548, 486]
editorial-text: who came out in great force on the occasion—were of a singular character. The eloquence of their spokesman was directed to exposing the evils of land monopoly and the unfairness of permitting landowners to benefit from the construction of railways made with public money through their properties without their being required to contribute at least a part of the unearned increment to the State. Now, a Land Tax would hit the owners of unimproved land and not the industrious farmer. Another of the Oxford's recently landed passengers, a girl, who gave evidence before the Commission on Friday, has been seized with typhoid. — [602, 2170, 747, 2279]
london-date: LONDON, July 27. — [645, 2163, 704, 2171]
column-1 — [4, 30, 150, 1408]
mail-text: Mails close at the Ashburton Post Office as follows:— For Christchurch and North at 6 a.m. and 3 p.m. daily. For Dunedin, Timaru, Waimate, Oamaru and South at 10.30 a.m. For Methven at 6 a.m. For Wakanui and Seafield on Wednesdays and Saturdays. — [4, 1153, 150, 1197]
commercial-text: The New Zealand Loan and Mercantile Agency Company, limited, report of the sydney markets, under date Aug. 9, as follows:—Wool: A fair parcel of wool have been offered, within the past few days, and prices show some little improvement. Wheat is firm, flour steady. Frozen meat fairly active. — [4, 306, 150, 358]
local-news-text: On Saturday the hounds met at Mr Porter's, Tinwald, but although the gentlemen had taken much trouble in preparing country the very high wind prevented the scent lying well, and the run was not a success. On Wednesday the meet will be at Rakaia, when a large turnout is expected. A meeting of footballers on Saturday night was decided to accept a challenge to play a team from Rakaia on Saturday next. — [754, 770, 902, 843]
foreign-text: The Paris Figaro has received advices from Tamatave, Madagascar, by way of Aden, to July 27th, saying that the British Admiral there demanded of the French Admiral that the state of siege be raised, but that Admiral Pierre refused to comply. There was a tragedy in Bedford on July 17th that caused great excitement. A party were playing lawn tennis at St Cuthbert's, in the centre of the town. — [909, 30, 1110, 81]
french-pacific-heading: The French in the Pacific. — [969, 1003, 1050, 1011]
local-news-text: On Saturday the hounds met at Mr Porter's, Tinwald, but although the gentlemen had taken much trouble in preparing country the very high wind prevented the scent lying well, and the run was not a success. On Wednesday the meet will be at Rakaia, when a large turnout is expected. A meeting of footballers on Saturday night was decided to accept a challenge to play a team from Rakaia on Saturday next. — [754, 1066, 902, 1139]
column-7 — [909, 30, 1110, 1408]
foreign-text: The Paris Figaro has received advices from Tamatave, Madagascar, by way of Aden, to July 27th, saying that the British Admiral there demanded of the French Admiral that the state of siege be raised, but that Admiral Pierre refused to comply. There was a tragedy in Bedford on July 17th that caused great excitement. A party were playing lawn tennis at St Cuthbert's, in the centre of the town. — [909, 292, 1110, 343]
port-heading: PORT OF LYTTELTON. — [21, 51, 133, 60]
